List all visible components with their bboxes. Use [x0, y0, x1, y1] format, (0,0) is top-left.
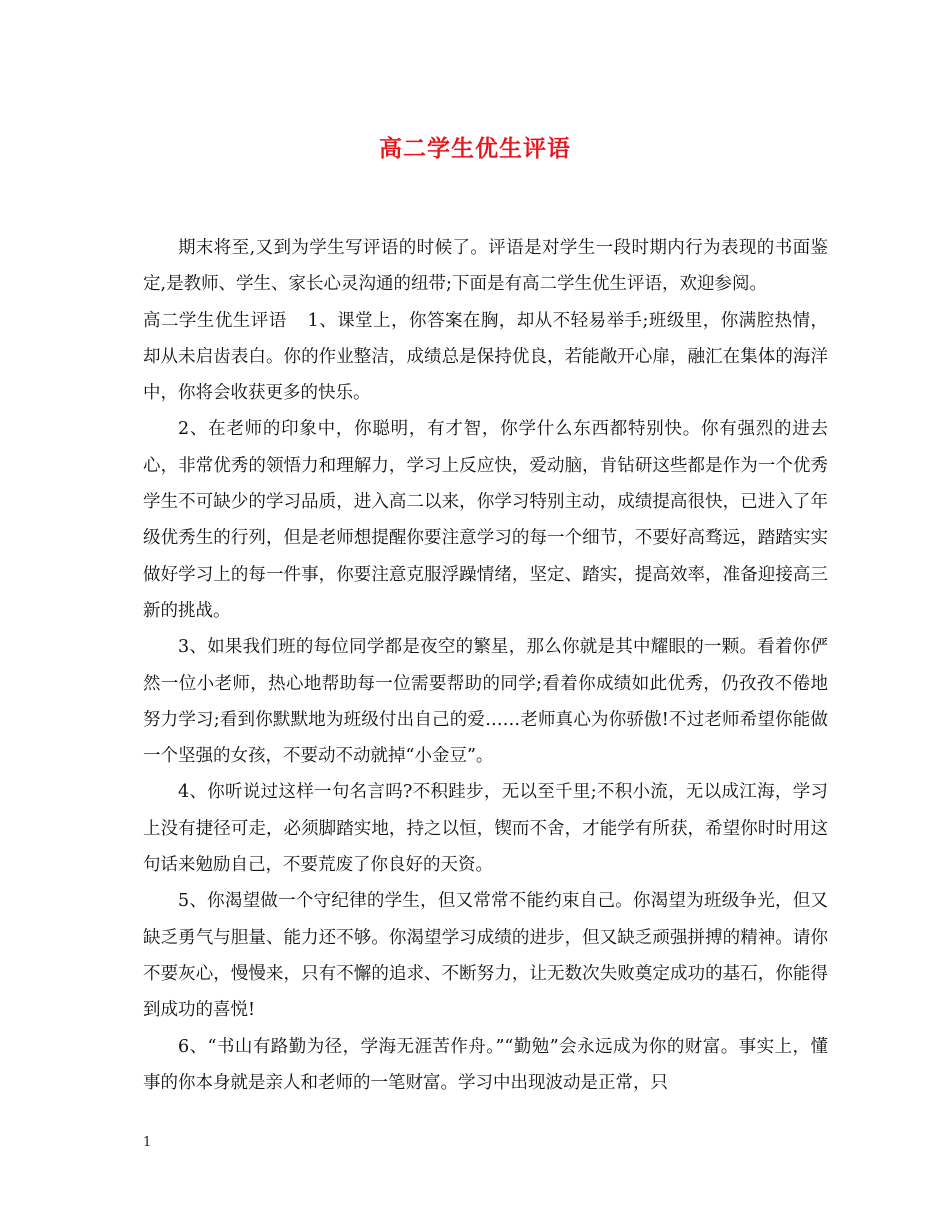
- document-title: 高二学生优生评语: [379, 135, 571, 162]
- intro-paragraph: 期末将至,又到为学生写评语的时候了。评语是对学生一段时期内行为表现的书面鉴定,是教师、学生、家长心灵沟通的纽带;下面是有高二学生优生评语，欢迎参阅。: [143, 238, 828, 295]
- document-body: [143, 230, 828, 1101]
- paragraph-1: [143, 303, 828, 412]
- paragraph-3: 3、如果我们班的每位同学都是夜空的繁星，那么你就是其中耀眼的一颗。看着你俨然一位小老师，热心地帮助每一位需要帮助的同学;看着你成绩如此优秀，仍孜孜不倦地努力学习;看到你默默地为班级付出自己的爱……老师真心为你骄傲!不过老师希望你能做一个坚强的女孩，不要动不动就掉“小金豆”。: [143, 637, 828, 767]
- page-number: 1: [143, 1135, 152, 1150]
- paragraph-4: 4、你听说过这样一句名言吗?不积跬步，无以至千里;不积小流，无以成江海，学习上没有捷径可走，必须脚踏实地，持之以恒，锲而不舍，才能学有所获，希望你时时用这句话来勉励自己，不要荒废了你良好的天资。: [143, 782, 828, 876]
- paragraph-6: 6、“书山有路勤为径，学海无涯苦作舟。”“勤勉”会永远成为你的财富。事实上，懂事的你本身就是亲人和老师的一笔财富。学习中出现波动是正常，只: [143, 1036, 828, 1093]
- section-heading: 高二学生优生评语: [143, 310, 287, 331]
- paragraph-1-text: 1、课堂上，你答案在胸，却从不轻易举手;班级里，你满腔热情，却从未启齿表白。你的作业整洁，成绩总是保持优良，若能敞开心扉，融汇在集体的海洋中，你将会收获更多的快乐。: [143, 310, 828, 404]
- paragraph-2: 2、在老师的印象中，你聪明，有才智，你学什么东西都特别快。你有强烈的进去心，非常优秀的领悟力和理解力，学习上反应快，爱动脑，肯钻研这些都是作为一个优秀学生不可缺少的学习品质，进入高二以来，你学习特别主动，成绩提高很快，已进入了年级优秀生的行列，但是老师想提醒你要注意学习的每一个细节，不要好高骛远，踏踏实实做好学习上的每一件事，你要注意克服浮躁情绪，坚定、踏实，提高效率，准备迎接高三新的挑战。: [143, 419, 828, 621]
- paragraph-5: 5、你渴望做一个守纪律的学生，但又常常不能约束自己。你渴望为班级争光，但又缺乏勇气与胆量、能力还不够。你渴望学习成绩的进步，但又缺乏顽强拼搏的精神。请你不要灰心，慢慢来，只有不懈的追求、不断努力，让无数次失败奠定成功的基石，你能得到成功的喜悦!: [143, 891, 828, 1021]
